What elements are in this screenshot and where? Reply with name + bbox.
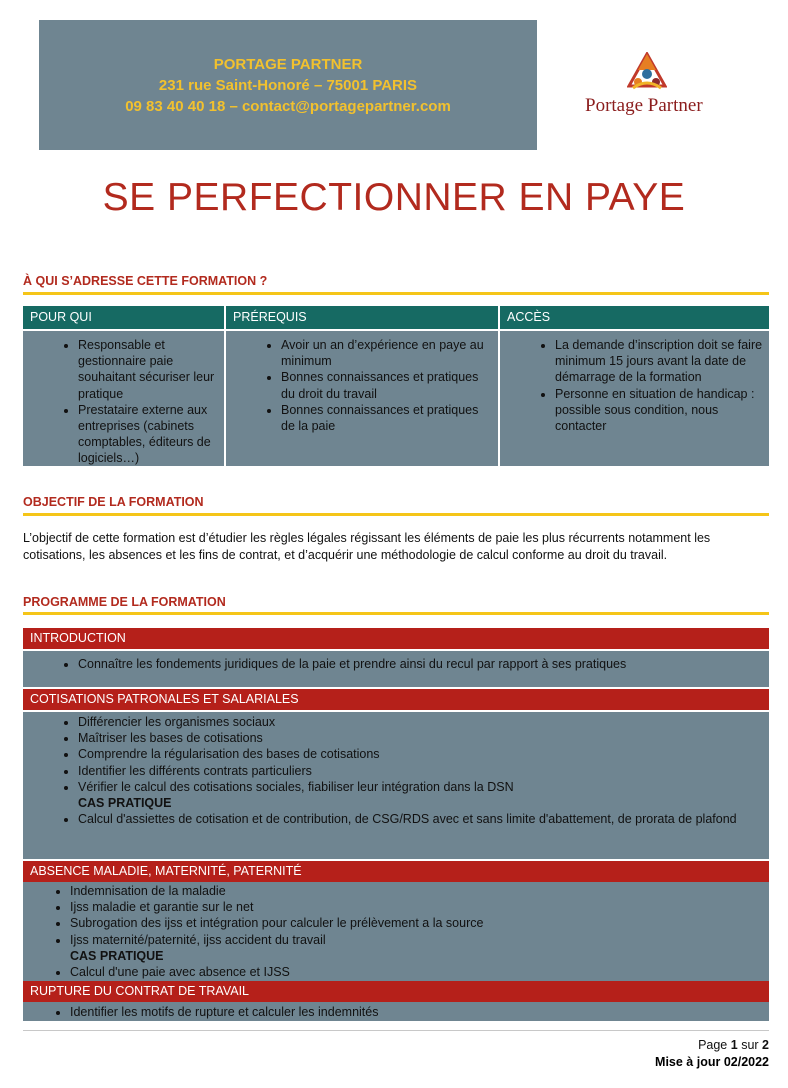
audience-heading: À QUI S’ADRESSE CETTE FORMATION ? xyxy=(23,274,268,288)
logo-text: Portage Partner xyxy=(585,95,703,116)
logo xyxy=(580,52,720,122)
list-item: • La demande d’inscription doit se faire minimum 15 jours avant la date de démarrage de la formation xyxy=(555,337,763,386)
list-item: • Prestataire externe aux entreprises (cabinets comptables, éditeurs de logiciels…) xyxy=(78,402,218,467)
list-item: • Calcul d'assiettes de cotisation et de contribution, de CSG/RDS avec et sans limite d'abattement, de prorata de plafond xyxy=(78,811,739,827)
footer-divider xyxy=(23,1030,769,1031)
page-total: 2 xyxy=(762,1038,769,1052)
list-item: • Ijss maladie et garantie sur le net xyxy=(70,899,739,915)
program-body-rupture xyxy=(23,1002,769,1021)
company-name: PORTAGE PARTNER xyxy=(213,55,363,73)
list-item: • Vérifier le calcul des cotisations sociales, fiabiliser leur intégration dans la DSN xyxy=(78,779,739,795)
list-item: • Connaître les fondements juridiques de la paie et prendre ainsi du recul par rapport à ses pratiques xyxy=(78,656,739,672)
list-item: • Différencier les organismes sociaux xyxy=(78,714,739,730)
list-item: • Personne en situation de handicap : possible sous condition, nous contacter xyxy=(555,386,763,435)
program-divider xyxy=(23,612,769,615)
list-item: • Subrogation des ijss et intégration pour calculer le prélèvement a la source xyxy=(70,915,739,931)
list-item: • Comprendre la régularisation des bases de cotisations xyxy=(78,746,739,762)
program-section-rupture: RUPTURE DU CONTRAT DE TRAVAIL xyxy=(23,981,769,1002)
header-contact-box xyxy=(39,20,537,150)
column-header: POUR QUI xyxy=(23,306,224,331)
objective-divider xyxy=(23,513,769,516)
program-body-absence xyxy=(23,882,769,981)
page-title: SE PERFECTIONNER EN PAYE xyxy=(102,176,686,219)
page-number xyxy=(698,1038,769,1052)
portage-partner-logo-icon xyxy=(627,52,667,92)
column-pour-qui xyxy=(23,306,224,466)
list-item: • Bonnes connaissances et pratiques de la paie xyxy=(281,402,492,434)
list-item: • Identifier les différents contrats particuliers xyxy=(78,763,739,779)
list-item: • Maîtriser les bases de cotisations xyxy=(78,730,739,746)
company-address: 231 rue Saint-Honoré – 75001 PARIS xyxy=(158,76,418,94)
list-item: • Identifier les motifs de rupture et calculer les indemnités xyxy=(70,1004,739,1020)
list-item: • Bonnes connaissances et pratiques du droit du travail xyxy=(281,369,492,401)
company-contact: 09 83 40 40 18 – contact@portagepartner.com xyxy=(125,97,451,115)
page-separator: sur xyxy=(741,1038,759,1052)
program-heading: PROGRAMME DE LA FORMATION xyxy=(23,595,226,609)
list-item: • Responsable et gestionnaire paie souhaitant sécuriser leur pratique xyxy=(78,337,218,402)
list-item: • Indemnisation de la maladie xyxy=(70,883,739,899)
cas-pratique-label: CAS PRATIQUE xyxy=(70,948,164,963)
objective-text: L’objectif de cette formation est d’étudier les règles légales régissant les éléments de paie les plus récurrents notamment les cotisations, les absences et les fins de contrat, et d’acquérir une méthodologie de calcul conforme au droit du travail. xyxy=(23,531,711,562)
audience-table xyxy=(23,306,769,466)
column-header: PRÉREQUIS xyxy=(226,306,498,331)
update-date: Mise à jour 02/2022 xyxy=(655,1055,769,1069)
column-header: ACCÈS xyxy=(500,306,769,331)
program-section-absence: ABSENCE MALADIE, MATERNITÉ, PATERNITÉ xyxy=(23,861,769,882)
column-prerequis xyxy=(224,306,498,466)
list-item: • Calcul d'une paie avec absence et IJSS xyxy=(70,964,739,980)
program-section-introduction: INTRODUCTION xyxy=(23,628,769,649)
column-acces xyxy=(498,306,769,466)
audience-divider xyxy=(23,292,769,295)
page-label: Page xyxy=(698,1038,728,1052)
cas-pratique-label: CAS PRATIQUE xyxy=(78,796,172,811)
objective-heading: OBJECTIF DE LA FORMATION xyxy=(23,495,204,509)
program-body-cotisations xyxy=(23,712,769,859)
program-section-cotisations: COTISATIONS PATRONALES ET SALARIALES xyxy=(23,689,769,710)
list-item: • Avoir un an d’expérience en paye au minimum xyxy=(281,337,492,369)
page-current: 1 xyxy=(730,1038,738,1052)
program-body-introduction xyxy=(23,651,769,687)
list-item: • Ijss maternité/paternité, ijss accident du travail xyxy=(70,932,739,948)
